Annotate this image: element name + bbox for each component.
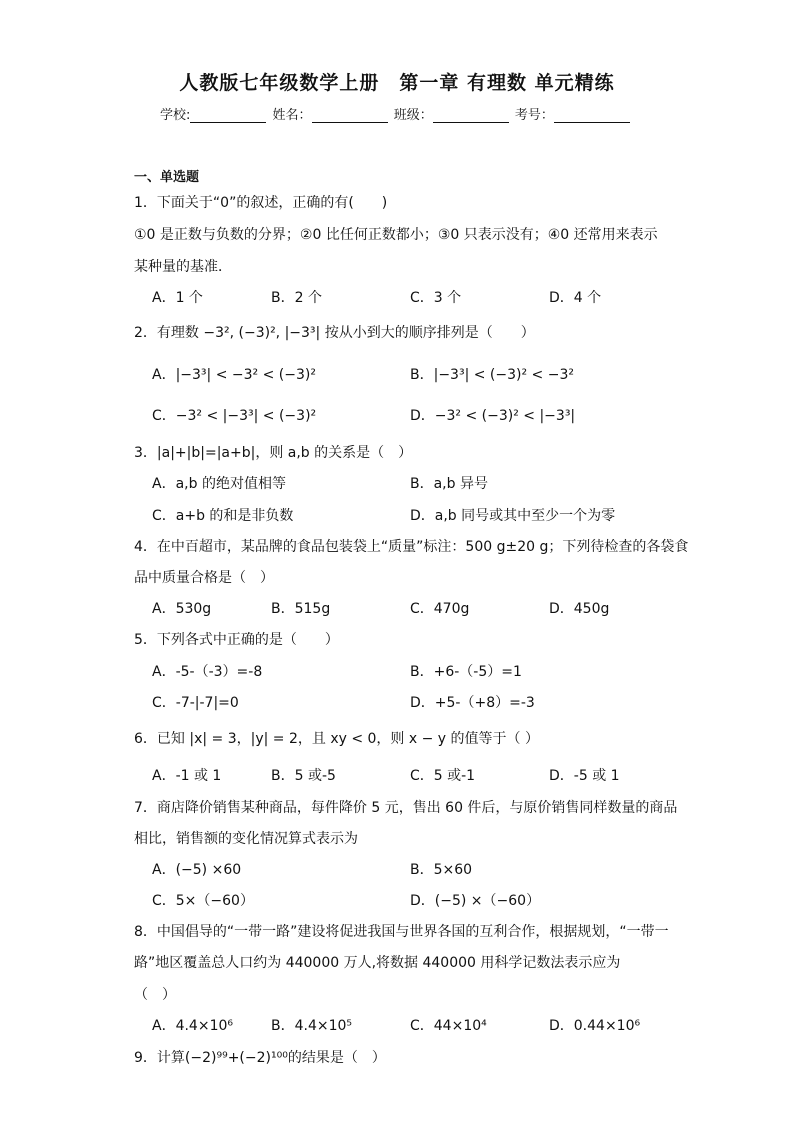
- class-label: 班级：: [393, 108, 433, 123]
- question-1-option-d: D．4 个: [549, 290, 602, 306]
- question-7-option-a: A．(−5) ×60: [152, 862, 242, 878]
- question-3-option-c: C．a+b 的和是非负数: [152, 508, 294, 524]
- school-blank[interactable]: [190, 108, 266, 123]
- question-2-option-b: B．|−3³| < (−3)² < −3²: [410, 367, 574, 383]
- question-8-option-d: D．0.44×10⁶: [549, 1018, 641, 1034]
- section-heading: 一、单选题: [134, 170, 200, 185]
- question-8-line3: （ ）: [134, 987, 176, 1003]
- student-info-line: [160, 104, 632, 123]
- question-8-option-a: A．4.4×10⁶: [152, 1018, 233, 1034]
- question-7-line2: 相比，销售额的变化情况算式表示为: [134, 831, 358, 847]
- question-2-stem: 2．有理数 −3², (−3)², |−3³| 按从小到大的顺序排列是（ ）: [134, 325, 535, 341]
- question-4-option-b: B．515g: [271, 601, 331, 617]
- question-3-option-b: B．a,b 异号: [410, 476, 488, 492]
- question-5-option-a: A．-5-（-3）=-8: [152, 664, 263, 680]
- question-2-option-c: C．−3² < |−3³| < (−3)²: [152, 408, 317, 424]
- question-2-option-d: D．−3² < (−3)² < |−3³|: [410, 408, 576, 424]
- question-2-option-a: A．|−3³| < −3² < (−3)²: [152, 367, 316, 383]
- question-8-line2: 路”地区覆盖总人口约为 440000 万人,将数据 440000 用科学记数法表示应为: [134, 955, 621, 971]
- question-7-option-c: C．5×（−60）: [152, 893, 254, 909]
- question-9-stem: 9．计算(−2)⁹⁹+(−2)¹⁰⁰的结果是（ ）: [134, 1050, 386, 1066]
- question-7-option-b: B．5×60: [410, 862, 473, 878]
- question-3-option-d: D．a,b 同号或其中至少一个为零: [410, 508, 616, 524]
- question-6-option-a: A．-1 或 1: [152, 768, 222, 784]
- question-6-option-d: D．-5 或 1: [549, 768, 620, 784]
- question-8-line1: 8．中国倡导的“一带一路”建设将促进我国与世界各国的互利合作，根据规划，“一带一: [134, 924, 669, 940]
- question-1-stem: 1．下面关于“0”的叙述，正确的有( ): [134, 195, 388, 211]
- question-4-option-a: A．530g: [152, 601, 212, 617]
- question-7-option-d: D．(−5) ×（−60）: [410, 893, 541, 909]
- question-6-stem: 6．已知 |x| = 3，|y| = 2，且 xy < 0，则 x − y 的值等于（ ）: [134, 731, 539, 747]
- school-label: 学校:: [160, 108, 191, 123]
- id-blank[interactable]: [554, 108, 630, 123]
- question-6-option-b: B．5 或-5: [271, 768, 336, 784]
- question-3-option-a: A．a,b 的绝对值相等: [152, 476, 286, 492]
- page-title: 人教版七年级数学上册 第一章 有理数 单元精练: [179, 72, 615, 94]
- question-3-stem: 3．|a|+|b|=|a+b|，则 a,b 的关系是（ ）: [134, 445, 413, 461]
- question-4-option-c: C．470g: [410, 601, 470, 617]
- question-5-stem: 5．下列各式中正确的是（ ）: [134, 632, 339, 648]
- question-5-option-b: B．+6-（-5）=1: [410, 664, 522, 680]
- question-1-option-c: C．3 个: [410, 290, 462, 306]
- question-1-option-b: B．2 个: [271, 290, 322, 306]
- class-blank[interactable]: [433, 108, 509, 123]
- question-7-line1: 7．商店降价销售某种商品，每件降价 5 元，售出 60 件后，与原价销售同样数量的商品: [134, 800, 678, 816]
- question-1-option-a: A．1 个: [152, 290, 203, 306]
- name-blank[interactable]: [312, 108, 388, 123]
- question-5-option-d: D．+5-（+8）=-3: [410, 695, 535, 711]
- id-label: 考号：: [514, 108, 554, 123]
- question-5-option-c: C．-7-|-7|=0: [152, 695, 239, 711]
- question-8-option-c: C．44×10⁴: [410, 1018, 487, 1034]
- question-1-line3: 某种量的基准．: [134, 259, 232, 275]
- question-1-line2: ①0 是正数与负数的分界；②0 比任何正数都小；③0 只表示没有；④0 还常用来表示: [134, 227, 658, 243]
- name-label: 姓名：: [272, 108, 312, 123]
- question-6-option-c: C．5 或-1: [410, 768, 476, 784]
- question-8-option-b: B．4.4×10⁵: [271, 1018, 353, 1034]
- question-4-option-d: D．450g: [549, 601, 610, 617]
- question-4-line1: 4．在中百超市，某品牌的食品包装袋上“质量”标注：500 g±20 g；下列待检查的各袋食: [134, 539, 689, 555]
- question-4-line2: 品中质量合格是（ ）: [134, 570, 274, 586]
